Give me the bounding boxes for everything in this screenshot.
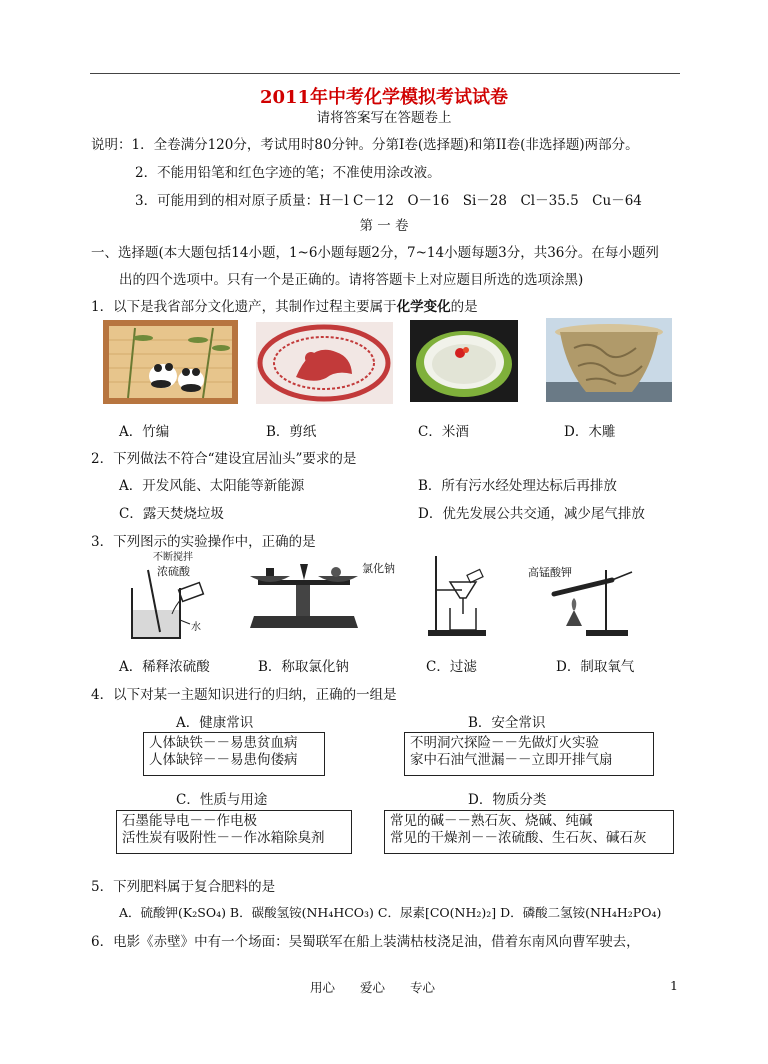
instruction-1: 说明：1．全卷满分120分，考试用时80分钟。分第I卷(选择题)和第II卷(非选择题)两部分。 [91,137,639,153]
section1-line1: 一、选择题(本大题包括14小题，1~6小题每题2分，7~14小题每题3分，共36分。在每小题列 [91,245,659,261]
q4-group-c-line-2: 活性炭有吸附性－－作冰箱除臭剂 [122,830,325,846]
q2-option-c: C．露天焚烧垃圾 [119,506,224,522]
q3-option-b: B．称取氯化钠 [258,659,349,675]
q2-option-a: A．开发风能、太阳能等新能源 [119,478,305,494]
q2-stem: 2．下列做法不符合“建设宜居汕头”要求的是 [91,451,357,467]
q4-group-b-label: B．安全常识 [468,715,546,731]
q5-stem: 5．下列肥料属于复合肥料的是 [91,879,276,895]
q1-stem-suffix: 的是 [450,299,478,315]
label-nacl: 氯化钠 [362,562,395,575]
rice-wine-image [410,320,518,402]
q4-group-d-line-2: 常见的干燥剂－－浓硫酸、生石灰、碱石灰 [390,830,647,846]
q4-group-a-label: A．健康常识 [176,715,254,731]
q2-option-d: D．优先发展公共交通，减少尾气排放 [418,506,645,522]
paper-cutting-image [256,322,393,404]
q4-group-d-line-1: 常见的碱－－熟石灰、烧碱、纯碱 [390,813,593,829]
q4-stem: 4．以下对某一主题知识进行的归纳，正确的一组是 [91,687,397,703]
section1-line2: 出的四个选项中。只有一个是正确的。请将答题卡上对应题目所选的选项涂黑) [119,272,584,288]
q5-options: A．硫酸钾(K₂SO₄) B．碳酸氢铵(NH₄HCO₃) C．尿素[CO(NH₂)₂] D．磷酸二氢铵(NH₄H₂PO₄) [119,905,662,920]
q1-option-c: C．米酒 [418,424,469,440]
q4-group-c-box [116,810,352,854]
wood-carving-image [546,318,672,402]
q4-group-b-line-2: 家中石油气泄漏－－立即开排气扇 [410,752,613,768]
q4-group-c-label: C．性质与用途 [176,792,268,808]
filtration-figure [426,552,496,638]
q1-stem [91,295,478,315]
q4-group-b-box [404,732,654,776]
q4-group-a-box [143,732,325,776]
q3-option-d: D．制取氧气 [556,659,635,675]
q1-option-a: A．竹编 [119,424,170,440]
label-water: 水 [191,622,201,633]
page-subtitle: 请将答案写在答题卷上 [316,110,452,126]
page-title: 2011年中考化学模拟考试试卷 [259,87,509,108]
instruction-3: 3．可能用到的相对原子质量：H－l C－12 O－16 Si－28 Cl－35.5 Cu－64 [135,193,642,209]
footer-text: 用心 爱心 专心 [310,980,436,995]
q3-option-c: C．过滤 [426,659,477,675]
q4-group-a-line-1: 人体缺铁－－易患贫血病 [149,735,298,751]
bamboo-weaving-image [103,320,238,404]
q4-group-a-line-2: 人体缺锌－－易患佝偻病 [149,752,298,768]
q1-stem-bold: 化学变化 [396,299,451,315]
balance-figure [244,558,364,634]
q3-stem: 3．下列图示的实验操作中，正确的是 [91,534,316,550]
q2-option-b: B．所有污水经处理达标后再排放 [418,478,617,494]
q1-stem-prefix: 1．以下是我省部分文化遗产，其制作过程主要属于 [91,299,397,315]
header-rule [90,73,680,74]
volume-title: 第 一 卷 [359,218,409,234]
label-kmno4: 高锰酸钾 [528,566,572,579]
label-stir: 不断搅拌 [153,552,193,563]
q4-group-b-line-1: 不明洞穴探险－－先做灯火实验 [410,735,599,751]
q4-group-c-line-1: 石墨能导电－－作电极 [122,813,257,829]
q4-group-d-label: D．物质分类 [468,792,547,808]
page-number: 1 [670,978,678,993]
q1-option-d: D．木雕 [564,424,616,440]
instruction-2: 2．不能用铅笔和红色字迹的笔；不准使用涂改液。 [135,165,441,181]
q4-group-d-box [384,810,674,854]
q3-option-a: A．稀释浓硫酸 [119,659,210,675]
q6-stem: 6．电影《赤壁》中有一个场面：吴蜀联军在船上装满枯枝浇足油，借着东南风向曹军驶去， [91,934,640,950]
q1-option-b: B．剪纸 [266,424,317,440]
label-acid: 浓硫酸 [157,565,190,578]
